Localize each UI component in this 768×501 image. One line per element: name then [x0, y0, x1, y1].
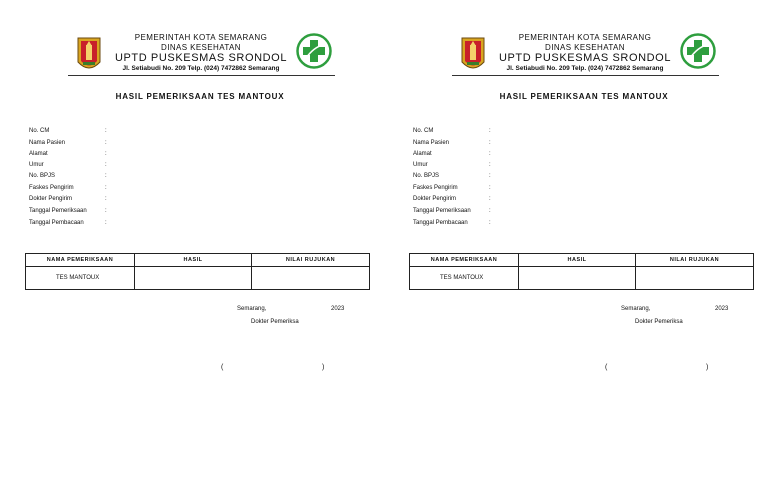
document-title: HASIL PEMERIKSAAN TES MANTOUX [115, 92, 285, 101]
header-government: PEMERINTAH KOTA SEMARANG [518, 33, 652, 42]
field-tanggal-pemeriksaan [29, 206, 107, 216]
result-table [25, 253, 370, 290]
field-faskes-pengirim [29, 183, 107, 193]
field-umur [413, 160, 491, 170]
field-colon: : [489, 220, 491, 226]
field-no-cm [413, 126, 491, 136]
field-tanggal-pembacaan [29, 218, 107, 228]
column-header: HASIL [519, 254, 636, 267]
field-nama-pasien [413, 138, 491, 148]
header-address: Jl. Setiabudi No. 209 Telp. (024) 7472862 Semarang [506, 65, 664, 72]
field-label: Faskes Pengirim [29, 185, 74, 191]
field-colon: : [105, 140, 107, 146]
field-colon: : [105, 208, 107, 214]
field-label: Nama Pasien [413, 140, 450, 146]
header-divider [452, 75, 719, 76]
field-colon: : [105, 196, 107, 202]
column-header: HASIL [135, 254, 252, 267]
field-tanggal-pembacaan [413, 218, 491, 228]
table-cell-exam-name: TES MANTOUX [26, 267, 135, 290]
table-cell-exam-name: TES MANTOUX [410, 267, 519, 290]
signature-close-paren: ) [706, 364, 709, 371]
field-no-bpjs [29, 171, 107, 181]
field-label: Alamat [29, 151, 48, 157]
table-cell-result[interactable] [135, 267, 252, 290]
field-faskes-pengirim [413, 183, 491, 193]
field-label: No. BPJS [29, 173, 56, 179]
field-colon: : [489, 196, 491, 202]
field-label: Tanggal Pembacaan [413, 220, 468, 226]
field-label: Umur [29, 162, 44, 168]
field-label: Dokter Pengirim [29, 196, 73, 202]
signature-place: Semarang, [621, 306, 651, 312]
field-label: No. BPJS [413, 173, 440, 179]
field-colon: : [489, 208, 491, 214]
field-label: Tanggal Pembacaan [29, 220, 84, 226]
table-row [410, 267, 754, 290]
field-label: Alamat [413, 151, 432, 157]
form-right [384, 0, 768, 501]
header-department: DINAS KESEHATAN [161, 43, 241, 52]
field-colon: : [489, 173, 491, 179]
field-colon: : [105, 151, 107, 157]
signature-year: 2023 [715, 306, 729, 312]
table-cell-result[interactable] [519, 267, 636, 290]
field-colon: : [489, 162, 491, 168]
field-colon: : [105, 185, 107, 191]
field-colon: : [105, 128, 107, 134]
field-nama-pasien [29, 138, 107, 148]
field-colon: : [489, 140, 491, 146]
field-colon: : [105, 162, 107, 168]
field-alamat [413, 149, 491, 159]
field-label: Faskes Pengirim [413, 185, 458, 191]
field-dokter-pengirim [29, 194, 107, 204]
document-title: HASIL PEMERIKSAAN TES MANTOUX [499, 92, 669, 101]
field-colon: : [489, 185, 491, 191]
result-table [409, 253, 754, 290]
table-row [26, 267, 370, 290]
column-header: NAMA PEMERIKSAAN [410, 254, 519, 267]
field-label: Umur [413, 162, 428, 168]
field-colon: : [105, 173, 107, 179]
signature-close-paren: ) [322, 364, 325, 371]
field-colon: : [105, 220, 107, 226]
field-tanggal-pemeriksaan [413, 206, 491, 216]
header-puskesmas: UPTD PUSKESMAS SRONDOL [498, 52, 672, 64]
header-government: PEMERINTAH KOTA SEMARANG [134, 33, 268, 42]
field-dokter-pengirim [413, 194, 491, 204]
table-cell-reference[interactable] [252, 267, 370, 290]
signature-open-paren: ( [605, 364, 608, 371]
field-colon: : [489, 128, 491, 134]
signature-role: Dokter Pemeriksa [635, 319, 683, 325]
table-header-row [26, 254, 370, 267]
field-label: Dokter Pengirim [413, 196, 457, 202]
field-label: Tanggal Pemeriksaan [413, 208, 471, 214]
signature-place: Semarang, [237, 306, 267, 312]
column-header: NILAI RUJUKAN [636, 254, 754, 267]
field-label: Tanggal Pemeriksaan [29, 208, 87, 214]
table-header-row [410, 254, 754, 267]
header-puskesmas: UPTD PUSKESMAS SRONDOL [114, 52, 288, 64]
field-no-bpjs [413, 171, 491, 181]
field-colon: : [489, 151, 491, 157]
signature-year: 2023 [331, 306, 345, 312]
signature-open-paren: ( [221, 364, 224, 371]
field-alamat [29, 149, 107, 159]
table-cell-reference[interactable] [636, 267, 754, 290]
header-address: Jl. Setiabudi No. 209 Telp. (024) 7472862 Semarang [122, 65, 280, 72]
field-umur [29, 160, 107, 170]
field-no-cm [29, 126, 107, 136]
column-header: NILAI RUJUKAN [252, 254, 370, 267]
field-label: No. CM [413, 128, 434, 134]
field-label: Nama Pasien [29, 140, 66, 146]
header-divider [68, 75, 335, 76]
field-label: No. CM [29, 128, 50, 134]
header-department: DINAS KESEHATAN [545, 43, 625, 52]
signature-role: Dokter Pemeriksa [251, 319, 299, 325]
column-header: NAMA PEMERIKSAAN [26, 254, 135, 267]
